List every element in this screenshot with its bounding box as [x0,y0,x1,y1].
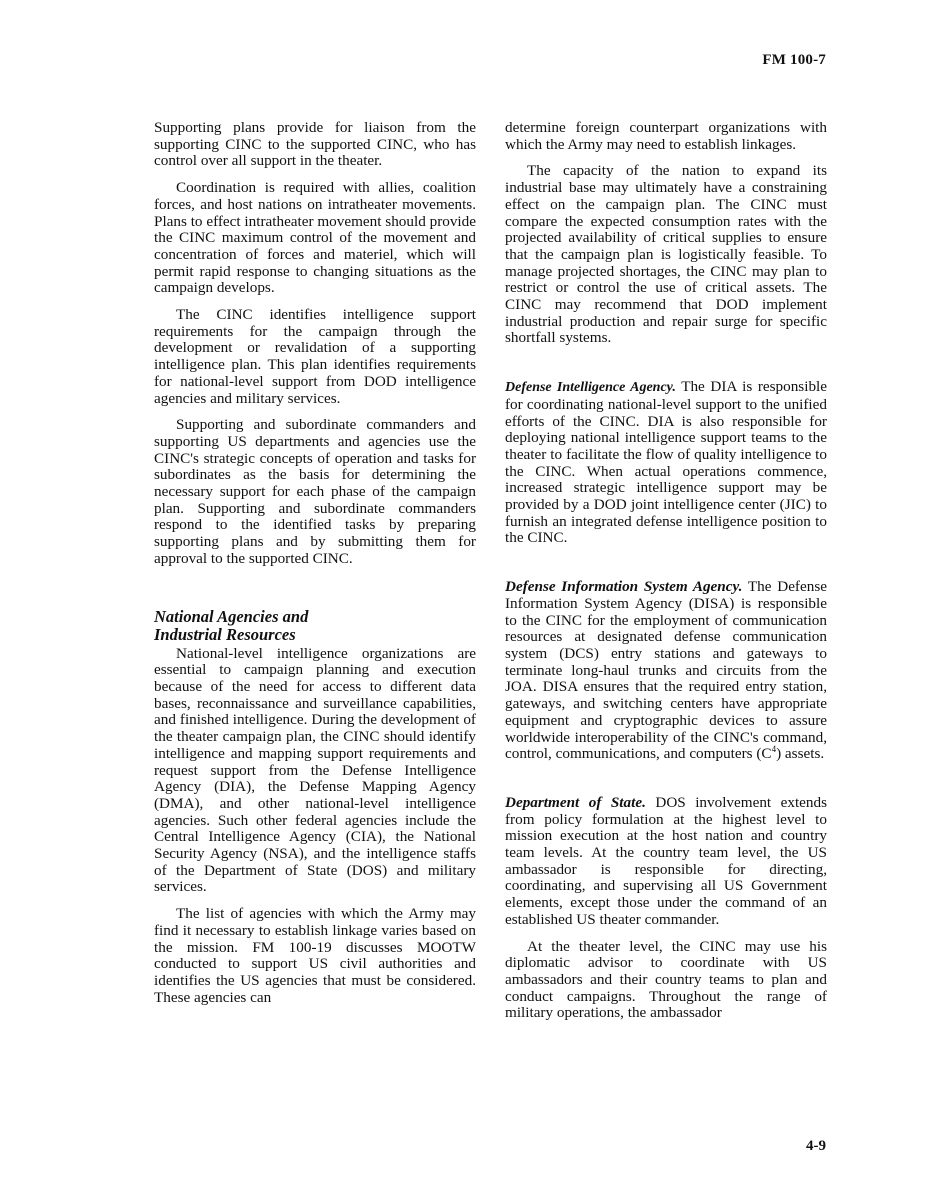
spacer [505,557,827,579]
paragraph-intelligence-support: The CINC identifies intelligence support requirements for the campaign through the development or revalidation of a supporting intelligence plan. This plan identifies requirements for national-level support from DOD intelligence agencies and military services. [154,306,476,407]
disa-run-in-heading: Defense Information System Agency. [505,578,743,596]
disa-superscript: 4 [771,744,777,755]
dos-text: DOS involvement extends from policy formulation at the highest level to mission execution at the host nation and country team levels. At the country team level, the US ambassador is responsible for directing, coordinating, and supervising all US Government elements, except those under the command of an established US theater commander. [505,793,828,928]
paragraph-foreign-counterparts: determine foreign counterpart organizations with which the Army may need to establish linkages. [505,119,827,153]
right-column [505,120,827,1032]
document-id-header: FM 100-7 [762,52,826,68]
spacer [505,773,827,795]
heading-line-1: National Agencies and [154,606,309,626]
page-number: 4-9 [806,1138,826,1154]
paragraph-disa [505,579,827,763]
dia-text: The DIA is responsible for coordinating national-level support to the unified efforts of the CINC. DIA is also responsible for deploying national intelligence support teams to the theater to facilitate the flow of quality intelligence to the CINC. When actual operations commence, increased strategic intelligence support may be provided by a DOD joint intelligence center (JIC) to furnish an integrated defense intelligence position to the CINC. [505,378,827,547]
paragraph-coordination: Coordination is required with allies, coalition forces, and host nations on intratheater movements. Plans to effect intratheater movement should provide the CINC maximum control of the movement and concentration of forces and materiel, which will permit rapid response to changing situations as the campaign develops. [154,179,476,297]
paragraph-industrial-base: The capacity of the nation to expand its industrial base may ultimately have a constraining effect on the campaign plan. The CINC must compare the expected consumption rates with the projected availability of critical supplies to ensure that the campaign plan is logistically feasible. To manage projected shortages, the CINC may plan to restrict or control the use of critical assets. The CINC may recommend that DOD implement industrial production and repair surge for specific shortfall systems. [505,162,827,347]
paragraph-national-intelligence: National-level intelligence organizations are essential to campaign planning and execution because of the need for access to different data bases, reconnaissance and surveillance capabilities, and finished intelligence. During the development of the theater campaign plan, the CINC should identify intelligence and mapping support requirements and request support from the Defense Intelligence Agency (DIA), the Defense Mapping Agency (DMA), and other national-level intelligence agencies. Such other federal agencies include the Central Intelligence Agency (CIA), the National Security Agency (NSA), and the intelligence staffs of the Department of State (DOS) and military services. [154,644,476,896]
paragraph-supporting-plans: Supporting plans provide for liaison from the supporting CINC to the supported CINC, who has control over all support in the theater. [154,119,476,170]
paragraph-dos [505,795,827,929]
left-column [154,120,476,1016]
disa-text-end: ) assets. [776,745,825,763]
paragraph-theater-level: At the theater level, the CINC may use his diplomatic advisor to coordinate with US ambassadors and their country teams to plan and conduct campaigns. Throughout the range of military operations, the ambassador [505,937,827,1022]
heading-line-2: Industrial Resources [154,624,296,644]
dia-run-in-heading: Defense Intelligence Agency. [505,380,676,396]
spacer [505,357,827,379]
paragraph-list-of-agencies: The list of agencies with which the Army may find it necessary to establish linkage varies based on the mission. FM 100-19 discusses MOOTW conducted to support US civil authorities and identifies the US agencies that must be considered. These agencies can [154,905,476,1006]
paragraph-dia [505,379,827,547]
section-heading-national-agencies [154,608,476,644]
paragraph-subordinate-commanders: Supporting and subordinate commanders and supporting US departments and agencies use the CINC's strategic concepts of operation and tasks for subordinates as the basis for determining the necessary support for each phase of the campaign plan. Supporting and subordinate commanders respond to the identified tasks by preparing supporting plans and by submitting them for approval to the supported CINC. [154,416,476,567]
dos-run-in-heading: Department of State. [505,793,646,811]
disa-text: The Defense Information System Agency (DISA) is responsible to the CINC for the employment of communication resources at designated defense communication system (DCS) entry stations and gateways to terminate long-haul trunks and circuits from the JOA. DISA ensures that the required entry station, gateways, and switching centers have appropriate equipment and cryptographic devices to assure worldwide interoperability of the CINC's command, control, communications, and computers (C [505,578,827,763]
